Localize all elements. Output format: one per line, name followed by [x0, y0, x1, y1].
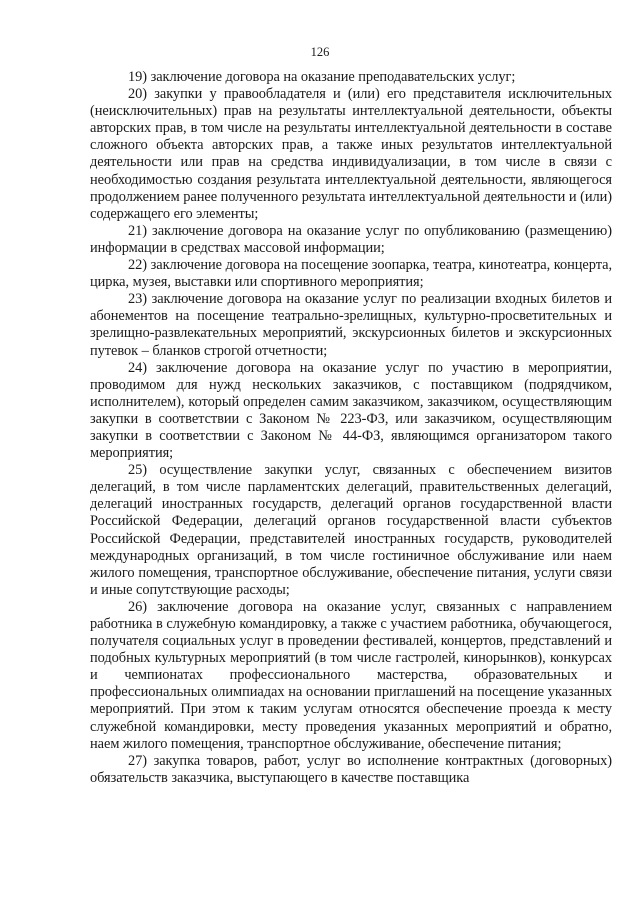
list-item-27: 27) закупка товаров, работ, услуг во исполнение контрактных (договорных) обязательств заказчика, выступающего в качестве поставщика: [90, 752, 612, 786]
page-number: 126: [310, 45, 330, 59]
list-item-22: 22) заключение договора на посещение зоопарка, театра, кинотеатра, концерта, цирка, музея, выставки или спортивного мероприятия;: [90, 257, 612, 291]
list-item-24: 24) заключение договора на оказание услуг по участию в мероприятии, проводимом для нужд нескольких заказчиков, с поставщиком (подрядчиком, исполнителем), который определен самим заказчиком, заказчиком, осуществляющим закупки в соответствии с Законом № 223-ФЗ, или заказчиком, осуществляющим закупки в соответствии с Законом № 44-ФЗ, являющимся организатором такого мероприятия;: [90, 359, 612, 462]
list-item-26: 26) заключение договора на оказание услуг, связанных с направлением работника в служебную командировку, а также с участием работника, обучающегося, получателя социальных услуг в проведении фестивалей, концертов, представлений и подобных культурных мероприятий (в том числе гастролей, кинорынков), конкурсах и чемпионатах профессионального мастерства, образовательных и профессиональных олимпиадах на основании приглашений на посещение указанных мероприятий. При этом к таким услугам относятся обеспечение проезда к месту служебной командировки, месту проведения указанных мероприятий и обратно, наем жилого помещения, транспортное обслуживание, обеспечение питания;: [90, 598, 612, 752]
list-item-21: 21) заключение договора на оказание услуг по опубликованию (размещению) информации в средствах массовой информации;: [90, 222, 612, 256]
list-item-19: 19) заключение договора на оказание преподавательских услуг;: [128, 69, 516, 85]
list-item-20: 20) закупки у правообладателя и (или) его представителя исключительных (неисключительных) прав на результаты интеллектуальной деятельности, объекты авторских прав, в том числе на результаты интеллектуальной деятельности в составе сложного объекта авторских прав, а также иных результатов интеллектуальной деятельности или прав на средства индивидуализации, в том числе в связи с необходимостью создания результата интеллектуальной деятельности, являющегося продолжением ранее полученного результата интеллектуальной деятельности и (или) содержащего его элементы;: [90, 86, 612, 222]
list-item-23: 23) заключение договора на оказание услуг по реализации входных билетов и абонементов на посещение театрально-зрелищных, культурно-просветительных и зрелищно-развлекательных мероприятий, экскурсионных билетов и экскурсионных путевок – бланков строгой отчетности;: [90, 291, 612, 359]
document-body: [90, 69, 612, 787]
list-item-25: 25) осуществление закупки услуг, связанных с обеспечением визитов делегаций, в том числе парламентских делегаций, правительственных делегаций, делегаций иностранных государств, делегаций органов государственной власти Российской Федерации, делегаций органов государственной власти субъектов Российской Федерации, представителей иностранных государств, руководителей международных организаций, в том числе гостиничное обслуживание или наем жилого помещения, транспортное обслуживание, обеспечение питания, услуги связи и иные сопутствующие расходы;: [90, 462, 612, 598]
